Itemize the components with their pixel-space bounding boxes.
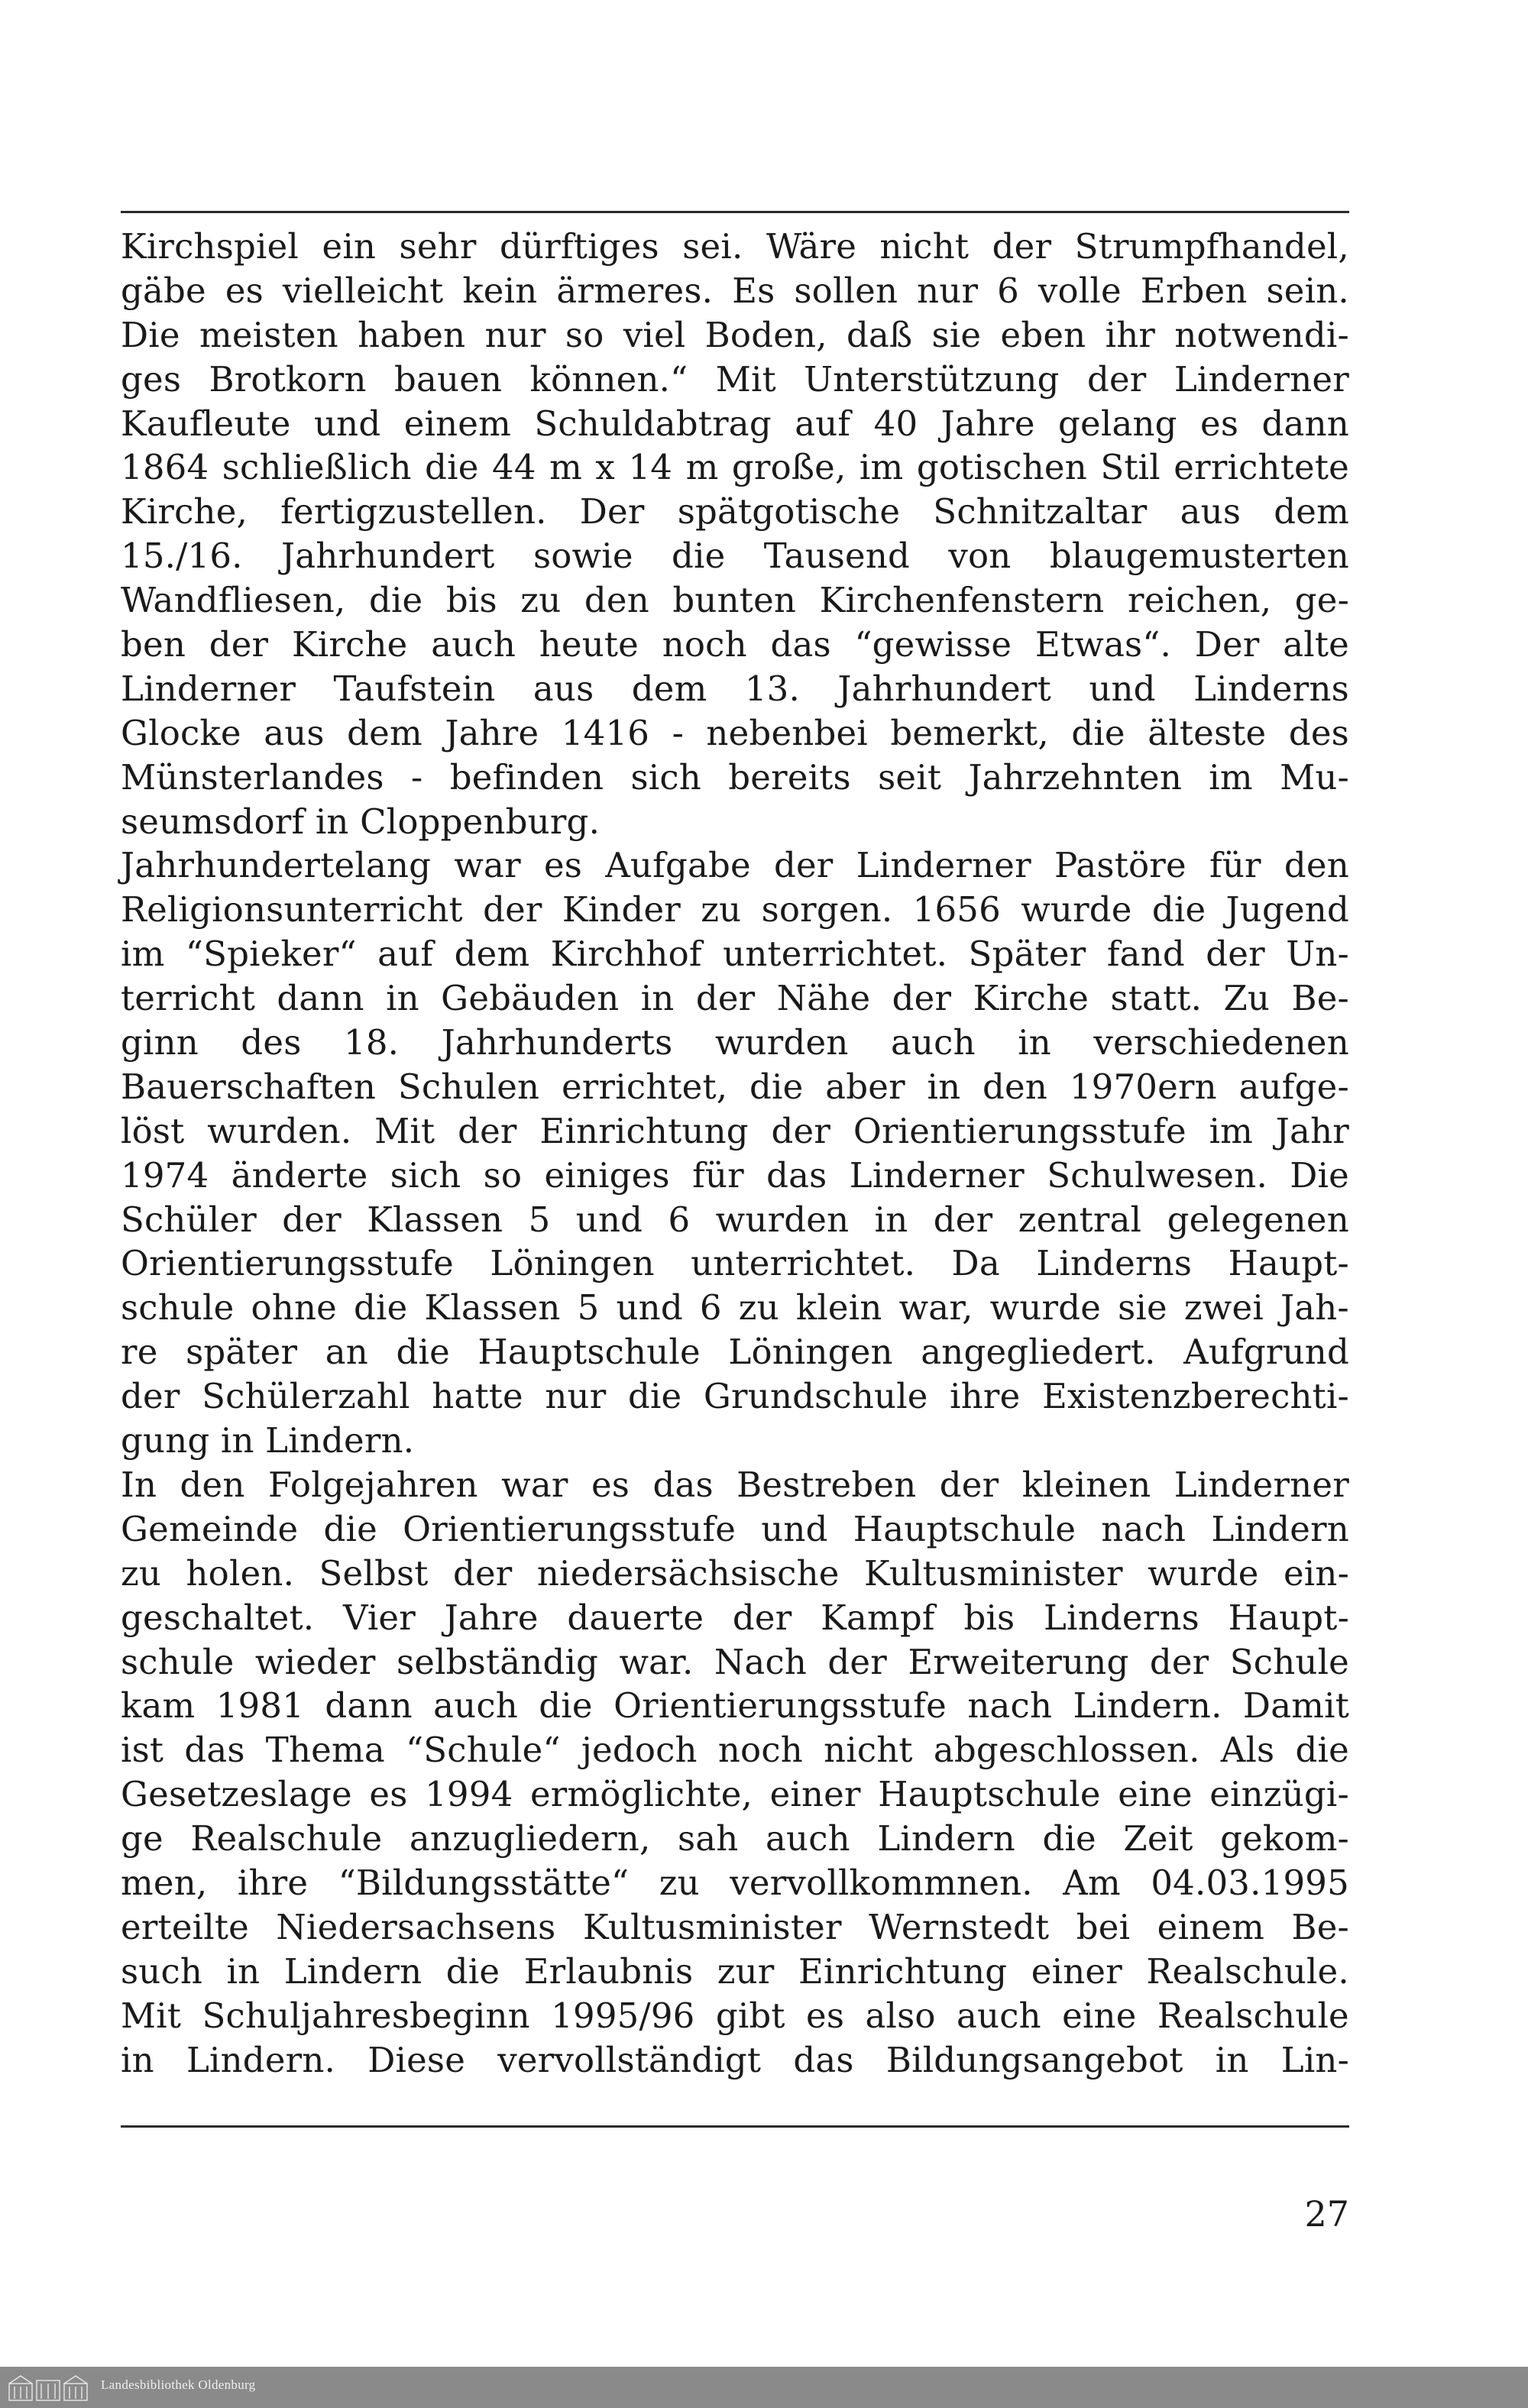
text-line: zu holen. Selbst der niedersächsische Kultusminister wurde ein- (121, 1552, 1349, 1594)
text-line: terricht dann in Gebäuden in der Nähe der Kirche statt. Zu Be- (121, 978, 1349, 1019)
text-line: Gesetzeslage es 1994 ermöglichte, einer Hauptschule eine einzügi- (121, 1774, 1349, 1815)
text-line: Religionsunterricht der Kinder zu sorgen. 1656 wurde die Jugend (121, 889, 1349, 931)
text-line: erteilte Niedersachsens Kultusminister Wernstedt bei einem Be- (121, 1906, 1349, 1947)
text-line: seumsdorf in Cloppenburg. (121, 801, 601, 842)
text-line: In den Folgejahren war es das Bestreben der kleinen Linderner (121, 1464, 1349, 1505)
text-line: schule ohne die Klassen 5 und 6 zu klein war, wurde sie zwei Jah- (121, 1287, 1349, 1329)
text-line: in Lindern. Diese vervollständigt das Bildungsangebot in Lin- (121, 2039, 1349, 2080)
text-line: ge Realschule anzugliedern, sah auch Lindern die Zeit gekom- (121, 1818, 1349, 1859)
text-line: Die meisten haben nur so viel Boden, daß sie eben ihr notwendi- (121, 314, 1349, 355)
text-line: Schüler der Klassen 5 und 6 wurden in der zentral gelegenen (121, 1199, 1349, 1240)
text-line: Jahrhundertelang war es Aufgabe der Linderner Pastöre für den (121, 845, 1349, 886)
text-line: 1864 schließlich die 44 m x 14 m große, im gotischen Stil errichtete (121, 447, 1349, 488)
text-line: Kirchspiel ein sehr dürftiges sei. Wäre nicht der Strumpfhandel, (121, 226, 1349, 267)
text-line: Linderner Taufstein aus dem 13. Jahrhundert und Linderns (121, 668, 1349, 709)
text-line: gäbe es vielleicht kein ärmeres. Es sollen nur 6 volle Erben sein. (121, 270, 1349, 311)
text-line: ist das Thema “Schule“ jedoch noch nicht abgeschlossen. Als die (121, 1730, 1349, 1771)
text-line: Mit Schuljahresbeginn 1995/96 gibt es also auch eine Realschule (121, 1995, 1349, 2036)
text-line: Kirche, fertigzustellen. Der spätgotische Schnitzaltar aus dem (121, 491, 1349, 532)
text-line: ginn des 18. Jahrhunderts wurden auch in verschiedenen (121, 1022, 1349, 1063)
top-rule (121, 211, 1349, 213)
body-text (121, 225, 1349, 2082)
footer-bar (0, 2367, 1528, 2408)
text-line: ges Brotkorn bauen können.“ Mit Unterstützung der Linderner (121, 358, 1349, 400)
text-line: Bauerschaften Schulen errichtet, die aber in den 1970ern aufge- (121, 1066, 1349, 1107)
text-line: geschaltet. Vier Jahre dauerte der Kampf bis Linderns Haupt- (121, 1597, 1349, 1638)
text-line: löst wurden. Mit der Einrichtung der Orientierungsstufe im Jahr (121, 1110, 1349, 1151)
text-line: Orientierungsstufe Löningen unterrichtet. Da Linderns Haupt- (121, 1243, 1349, 1284)
text-line: der Schülerzahl hatte nur die Grundschule ihre Existenzberechti- (121, 1376, 1349, 1417)
text-line: Glocke aus dem Jahre 1416 - nebenbei bemerkt, die älteste des (121, 712, 1349, 753)
page-number: 27 (1304, 2193, 1349, 2235)
text-line: Kaufleute und einem Schuldabtrag auf 40 Jahre gelang es dann (121, 403, 1349, 444)
text-line: 15./16. Jahrhundert sowie die Tausend von blaugemusterten (121, 536, 1349, 577)
text-line: ben der Kirche auch heute noch das “gewisse Etwas“. Der alte (121, 624, 1349, 665)
text-line: kam 1981 dann auch die Orientierungsstufe nach Lindern. Damit (121, 1685, 1349, 1727)
text-line: Wandfliesen, die bis zu den bunten Kirchenfenstern reichen, ge- (121, 580, 1349, 621)
library-name: Landesbibliothek Oldenburg (101, 2377, 256, 2392)
text-line: schule wieder selbständig war. Nach der Erweiterung der Schule (121, 1641, 1349, 1682)
text-line: re später an die Hauptschule Löningen angegliedert. Aufgrund (121, 1332, 1349, 1373)
text-line: such in Lindern die Erlaubnis zur Einrichtung einer Realschule. (121, 1950, 1349, 1992)
text-line: Gemeinde die Orientierungsstufe und Hauptschule nach Lindern (121, 1508, 1349, 1549)
text-line: im “Spieker“ auf dem Kirchhof unterrichtet. Später fand der Un- (121, 934, 1349, 975)
text-line: men, ihre “Bildungsstätte“ zu vervollkommnen. Am 04.03.1995 (121, 1862, 1349, 1903)
bottom-rule (121, 2125, 1349, 2128)
text-line: Münsterlandes - befinden sich bereits seit Jahrzehnten im Mu- (121, 756, 1349, 798)
text-line: 1974 änderte sich so einiges für das Linderner Schulwesen. Die (121, 1154, 1349, 1196)
library-building-icon (8, 2373, 90, 2402)
text-line: gung in Lindern. (121, 1420, 415, 1461)
